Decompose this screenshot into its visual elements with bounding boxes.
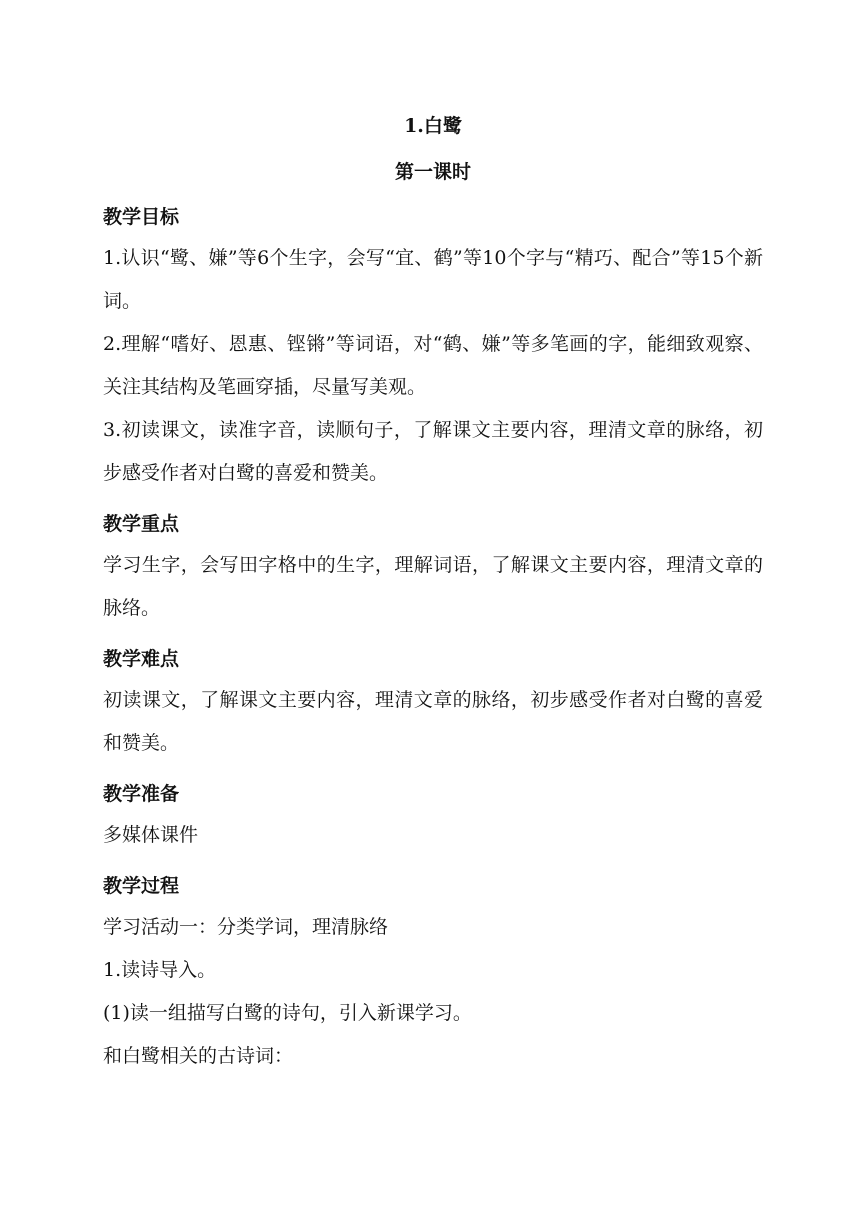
lesson-period: 第一课时 bbox=[394, 161, 471, 183]
document-title: 1.白鹭 bbox=[404, 115, 462, 137]
process-lines bbox=[103, 906, 763, 1078]
section-heading-goals: 教学目标 bbox=[103, 206, 180, 228]
process-line: 1.读诗导入。 bbox=[103, 959, 217, 981]
key-points-text: 学习生字，会写田字格中的生字，理解词语，了解课文主要内容，理清文章的脉络。 bbox=[103, 554, 763, 619]
section-heading-key: 教学重点 bbox=[103, 513, 180, 535]
goal-item: 1.认识“鹭、嫌”等6个生字，会写“宜、鹤”等10个字与“精巧、配合”等15个新词。 bbox=[103, 247, 763, 312]
process-line: (1)读一组描写白鹭的诗句，引入新课学习。 bbox=[103, 1002, 472, 1024]
goal-item: 3.初读课文，读准字音，读顺句子，了解课文主要内容，理清文章的脉络，初步感受作者对白鹭的喜爱和赞美。 bbox=[103, 419, 763, 484]
process-line: 和白鹭相关的古诗词： bbox=[103, 1045, 294, 1067]
document-page bbox=[103, 110, 763, 1078]
section-heading-difficulty: 教学难点 bbox=[103, 648, 180, 670]
section-heading-prep: 教学准备 bbox=[103, 783, 180, 805]
difficulty-text: 初读课文，了解课文主要内容，理清文章的脉络，初步感受作者对白鹭的喜爱和赞美。 bbox=[103, 689, 763, 754]
goal-item: 2.理解“嗜好、恩惠、铿锵”等词语，对“鹤、嫌”等多笔画的字，能细致观察、关注其结构及笔画穿插，尽量写美观。 bbox=[103, 333, 763, 398]
process-line: 学习活动一：分类学词，理清脉络 bbox=[103, 916, 389, 938]
prep-text: 多媒体课件 bbox=[103, 824, 199, 846]
section-heading-process: 教学过程 bbox=[103, 875, 180, 897]
goals-list bbox=[103, 237, 763, 495]
